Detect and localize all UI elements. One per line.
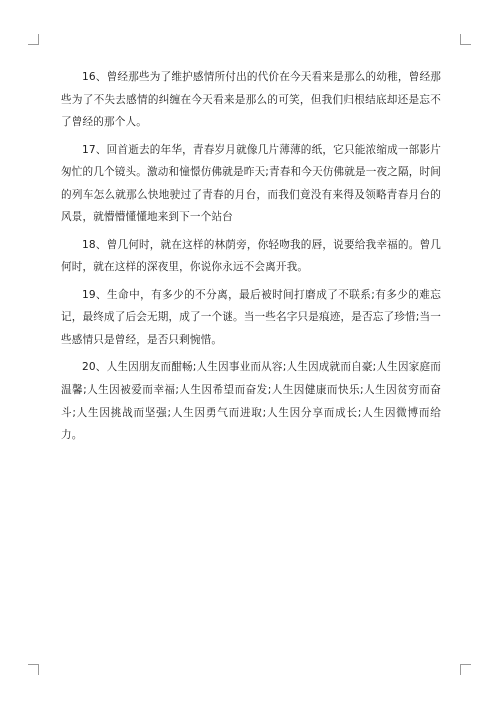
page-corner-mark-bottom-right xyxy=(460,664,471,675)
paragraph-text: 16、曾经那些为了维护感情所付出的代价在今天看来是那么的幼稚，曾经那些为了不失去感情的纠缠在今天看来是那么的可笑，但我们归根结底却还是忘不了曾经的那个人。 xyxy=(61,71,441,129)
page-corner-mark-top-left xyxy=(28,34,39,45)
page-corner-mark-top-right xyxy=(460,34,471,45)
paragraph-17 xyxy=(61,139,441,229)
paragraph-text: 20、人生因朋友而酣畅;人生因事业而从容;人生因成就而自豪;人生因家庭而温馨;人生因被爱而幸福;人生因希望而奋发;人生因健康而快乐;人生因贫穷而奋斗;人生因挑战而坚强;人生因勇气而进取;人生因分享而成长;人生因微博而给力。 xyxy=(61,361,441,442)
paragraph-text: 18、曾几何时，就在这样的林荫旁，你轻吻我的唇，说要给我幸福的。曾几何时，就在这样的深夜里，你说你永远不会离开我。 xyxy=(61,238,441,274)
paragraph-18 xyxy=(61,234,441,279)
paragraph-19 xyxy=(61,284,441,352)
paragraph-text: 19、生命中，有多少的不分离，最后被时间打磨成了不联系;有多少的难忘记，最终成了后会无期，成了一个谜。当一些名字只是痕迹，是否忘了珍惜;当一些感情只是曾经，是否只剩惋惜。 xyxy=(61,288,441,346)
paragraph-16 xyxy=(61,66,441,134)
paragraph-text: 17、回首逝去的年华，青春岁月就像几片薄薄的纸，它只能浓缩成一部影片匆忙的几个镜头。激动和憧憬仿佛就是昨天;青春和今天仿佛就是一夜之隔，时间的列车怎么就那么快地驶过了青春的月台，而我们竟没有来得及领略青春月台的风景，就懵懵懂懂地来到下一个站台 xyxy=(61,143,441,224)
paragraph-20 xyxy=(61,356,441,446)
page-corner-mark-bottom-left xyxy=(28,664,39,675)
document-body xyxy=(61,66,441,451)
